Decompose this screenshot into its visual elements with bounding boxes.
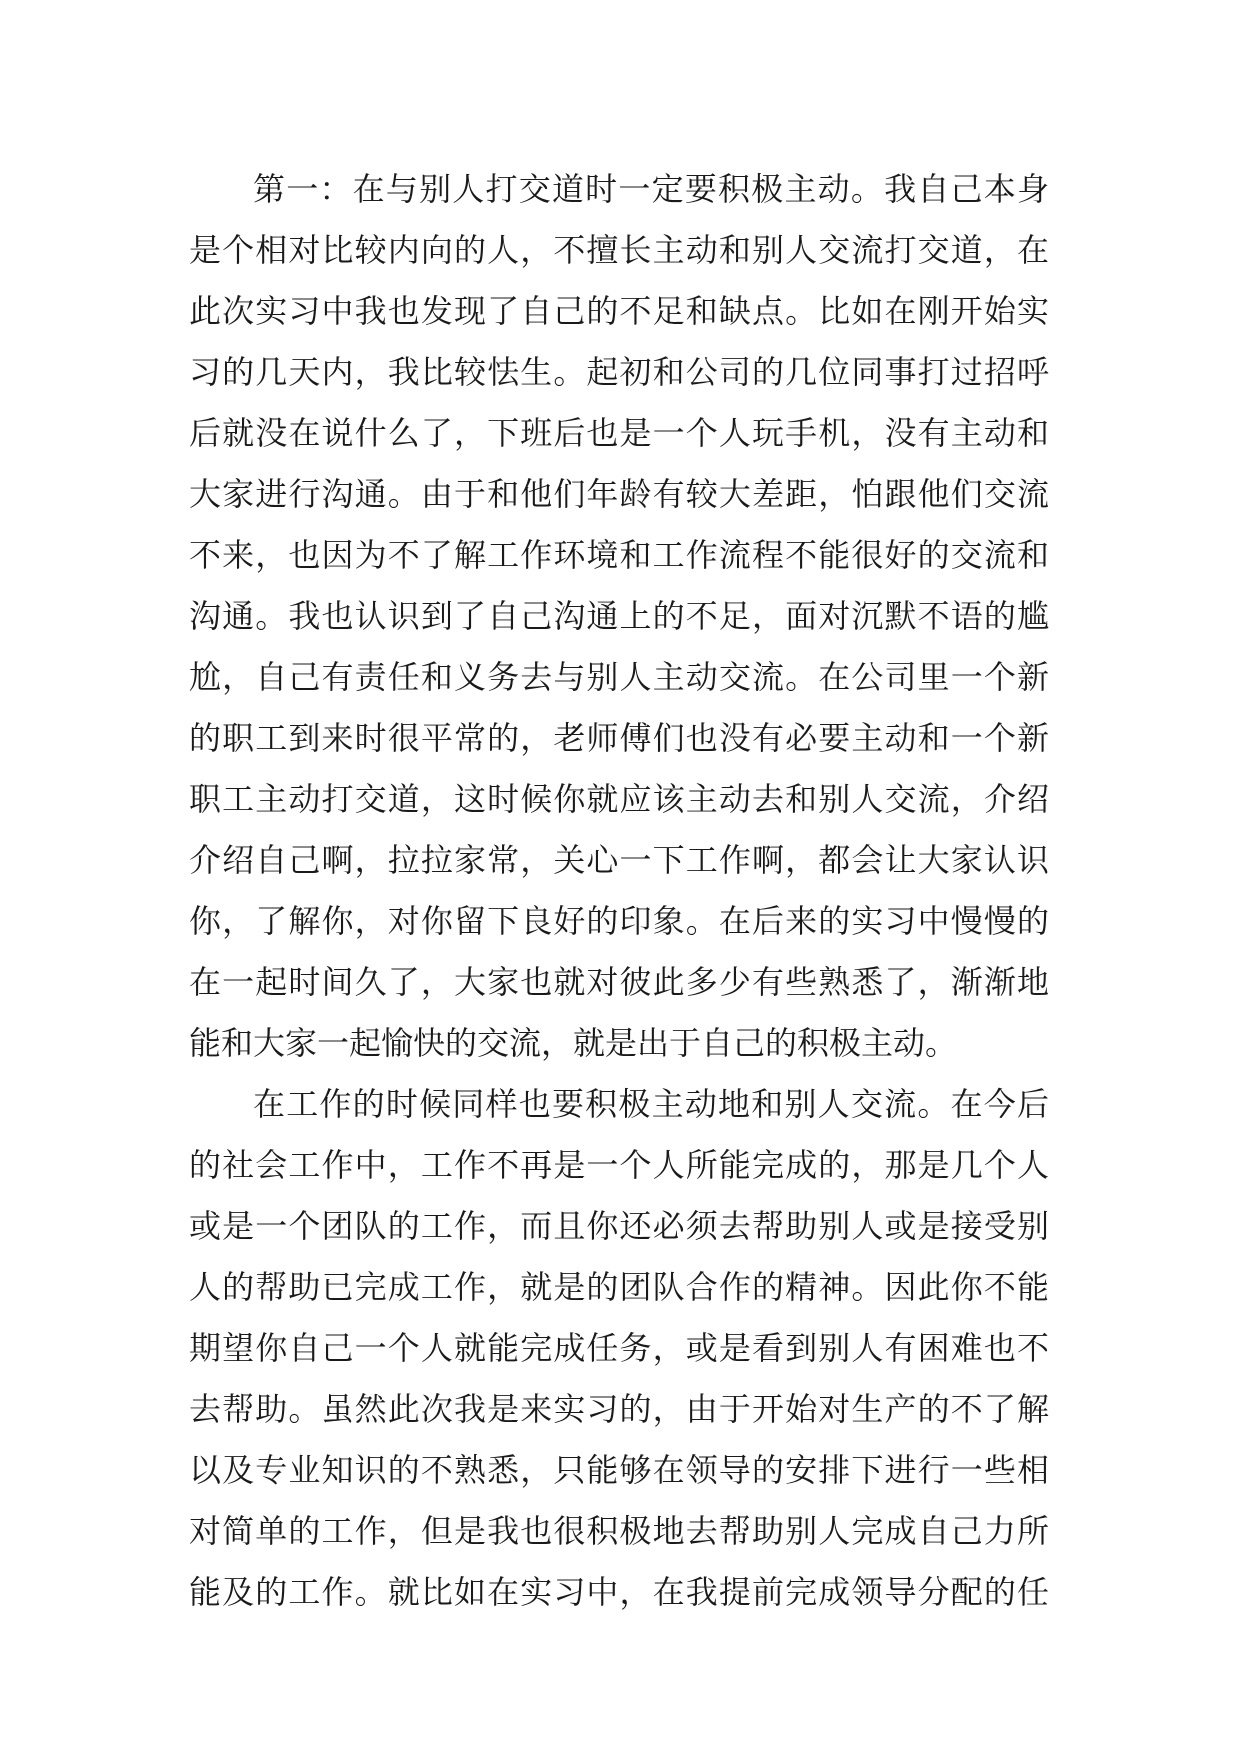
paragraph-1-line-5: 后就没在说什么了，下班后也是一个人玩手机，没有主动和 [189,414,1049,452]
body-text [189,159,1049,1623]
paragraph-1-line-4: 习的几天内，我比较怯生。起初和公司的几位同事打过招呼 [189,353,1049,391]
paragraph-1-line-14: 在一起时间久了，大家也就对彼此多少有些熟悉了，渐渐地 [189,963,1049,1001]
paragraph-2-line-2: 的社会工作中，工作不再是一个人所能完成的，那是几个人 [189,1146,1049,1184]
paragraph-1-line-10: 的职工到来时很平常的，老师傅们也没有必要主动和一个新 [189,719,1049,757]
paragraph-2-line-8: 对简单的工作，但是我也很积极地去帮助别人完成自己力所 [189,1512,1049,1550]
paragraph-1-line-13: 你，了解你，对你留下良好的印象。在后来的实习中慢慢的 [189,902,1049,940]
paragraph-2-line-3: 或是一个团队的工作，而且你还必须去帮助别人或是接受别 [189,1207,1049,1245]
paragraph-1-line-9: 尬，自己有责任和义务去与别人主动交流。在公司里一个新 [189,658,1049,696]
paragraph-1-line-6: 大家进行沟通。由于和他们年龄有较大差距，怕跟他们交流 [189,475,1049,513]
paragraph-2-line-6: 去帮助。虽然此次我是来实习的，由于开始对生产的不了解 [189,1390,1049,1428]
paragraph-1-line-3: 此次实习中我也发现了自己的不足和缺点。比如在刚开始实 [189,292,1049,330]
paragraph-1-line-2: 是个相对比较内向的人，不擅长主动和别人交流打交道，在 [189,231,1049,269]
paragraph-2-line-7: 以及专业知识的不熟悉，只能够在领导的安排下进行一些相 [189,1451,1049,1489]
paragraph-1-line-12: 介绍自己啊，拉拉家常，关心一下工作啊，都会让大家认识 [189,841,1049,879]
paragraph-2-line-5: 期望你自己一个人就能完成任务，或是看到别人有困难也不 [189,1329,1049,1367]
paragraph-2-line-9: 能及的工作。就比如在实习中，在我提前完成领导分配的任 [189,1573,1049,1611]
paragraph-1-line-7: 不来，也因为不了解工作环境和工作流程不能很好的交流和 [189,536,1049,574]
paragraph-1-line-1: 第一：在与别人打交道时一定要积极主动。我自己本身 [253,170,1049,208]
paragraph-2-line-1: 在工作的时候同样也要积极主动地和别人交流。在今后 [253,1085,1049,1123]
paragraph-1-line-11: 职工主动打交道，这时候你就应该主动去和别人交流，介绍 [189,780,1049,818]
paragraph-1-line-15: 能和大家一起愉快的交流，就是出于自己的积极主动。 [189,1024,958,1062]
paragraph-1-line-8: 沟通。我也认识到了自己沟通上的不足，面对沉默不语的尴 [189,597,1049,635]
paragraph-2-line-4: 人的帮助已完成工作，就是的团队合作的精神。因此你不能 [189,1268,1049,1306]
